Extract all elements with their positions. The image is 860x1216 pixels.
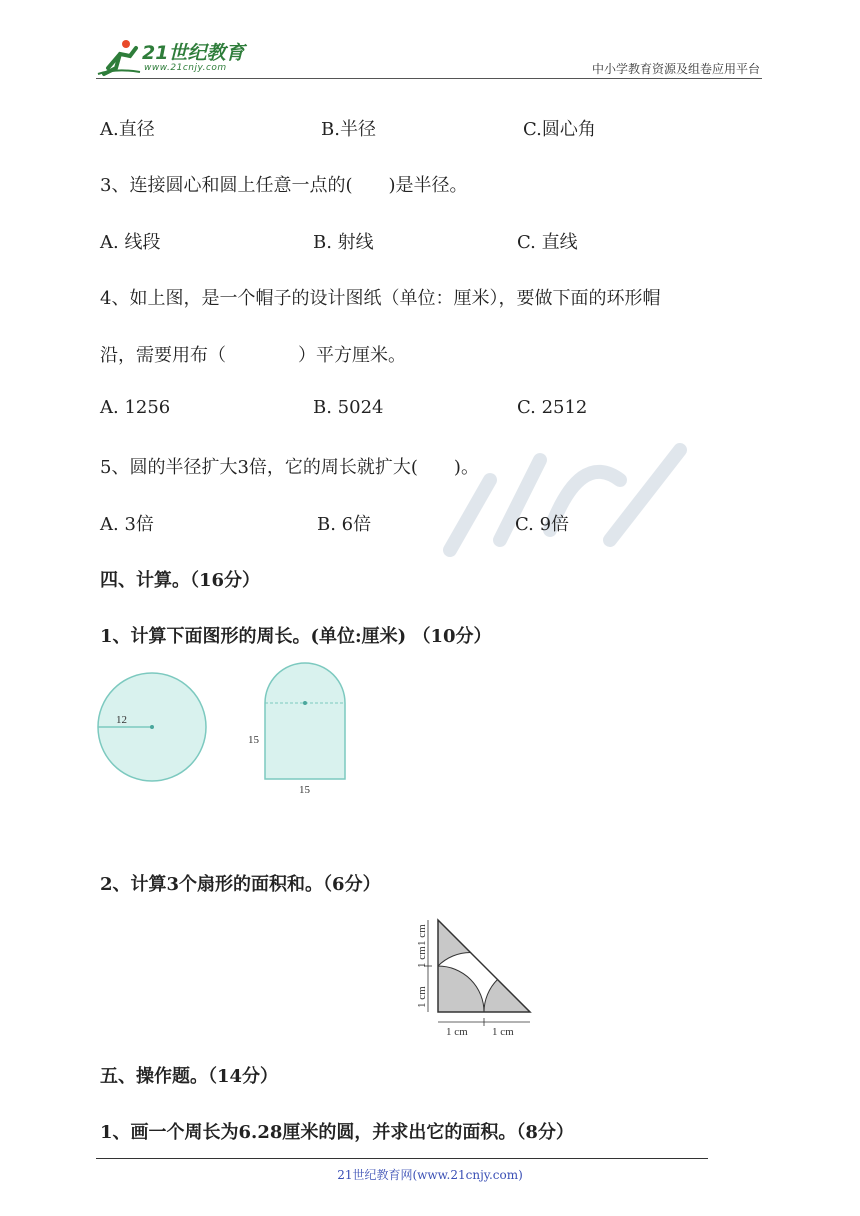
sector-figure xyxy=(410,912,540,1042)
section4-q2: 2、计算3个扇形的面积和。（6分） xyxy=(100,874,381,895)
arch-side-label: 15 xyxy=(248,734,259,746)
q3-option-b: B. 射线 xyxy=(313,232,374,253)
q2-option-c: C.圆心角 xyxy=(523,119,596,140)
perimeter-figure xyxy=(90,655,360,800)
sector-label-bottom-left: 1 cm xyxy=(446,1026,468,1038)
watermark-graphic xyxy=(430,420,710,560)
q3-option-c: C. 直线 xyxy=(517,232,578,253)
sector-label-bottom-right: 1 cm xyxy=(492,1026,514,1038)
q4-option-c: C. 2512 xyxy=(517,397,588,418)
q5-option-c: C. 9倍 xyxy=(515,514,570,535)
q2-option-b: B.半径 xyxy=(321,119,376,140)
q5-option-b: B. 6倍 xyxy=(317,514,372,535)
q4-option-a: A. 1256 xyxy=(100,397,171,418)
footer-text: 21世纪教育网(www.21cnjy.com) xyxy=(337,1168,523,1182)
sector-label-left-mid: 1 cm xyxy=(416,946,428,968)
header-platform-text: 中小学教育资源及组卷应用平台 xyxy=(591,62,760,76)
arch-shape xyxy=(265,663,345,779)
section5-q1: 1、画一个周长为6.28厘米的圆，并求出它的面积。（8分） xyxy=(100,1122,574,1143)
arch-bottom-label: 15 xyxy=(299,784,310,796)
q4-stem-line2: 沿，需要用布（ ）平方厘米。 xyxy=(100,345,406,366)
logo-url: www.21cnjy.com xyxy=(144,63,227,73)
q3-stem: 3、连接圆心和圆上任意一点的( )是半径。 xyxy=(100,175,468,196)
q5-stem: 5、圆的半径扩大3倍，它的周长就扩大( )。 xyxy=(100,457,479,478)
section4-title: 四、计算。（16分） xyxy=(100,570,261,591)
q3-option-a: A. 线段 xyxy=(100,232,161,253)
header-divider xyxy=(96,78,762,79)
sector-label-left-bottom: 1 cm xyxy=(416,986,428,1008)
footer-divider xyxy=(96,1158,708,1159)
section4-q1: 1、计算下面图形的周长。(单位:厘米) （10分） xyxy=(100,626,492,647)
section5-title: 五、操作题。（14分） xyxy=(100,1066,279,1087)
q4-option-b: B. 5024 xyxy=(313,397,384,418)
logo-text: 21世纪教育 xyxy=(142,42,245,64)
q2-option-a: A.直径 xyxy=(100,119,155,140)
sector-label-left-top: 1 cm xyxy=(416,924,428,946)
circle-radius-label: 12 xyxy=(116,714,127,726)
q5-option-a: A. 3倍 xyxy=(100,514,154,535)
q4-stem-line1: 4、如上图，是一个帽子的设计图纸（单位：厘米），要做下面的环形帽 xyxy=(100,288,661,309)
